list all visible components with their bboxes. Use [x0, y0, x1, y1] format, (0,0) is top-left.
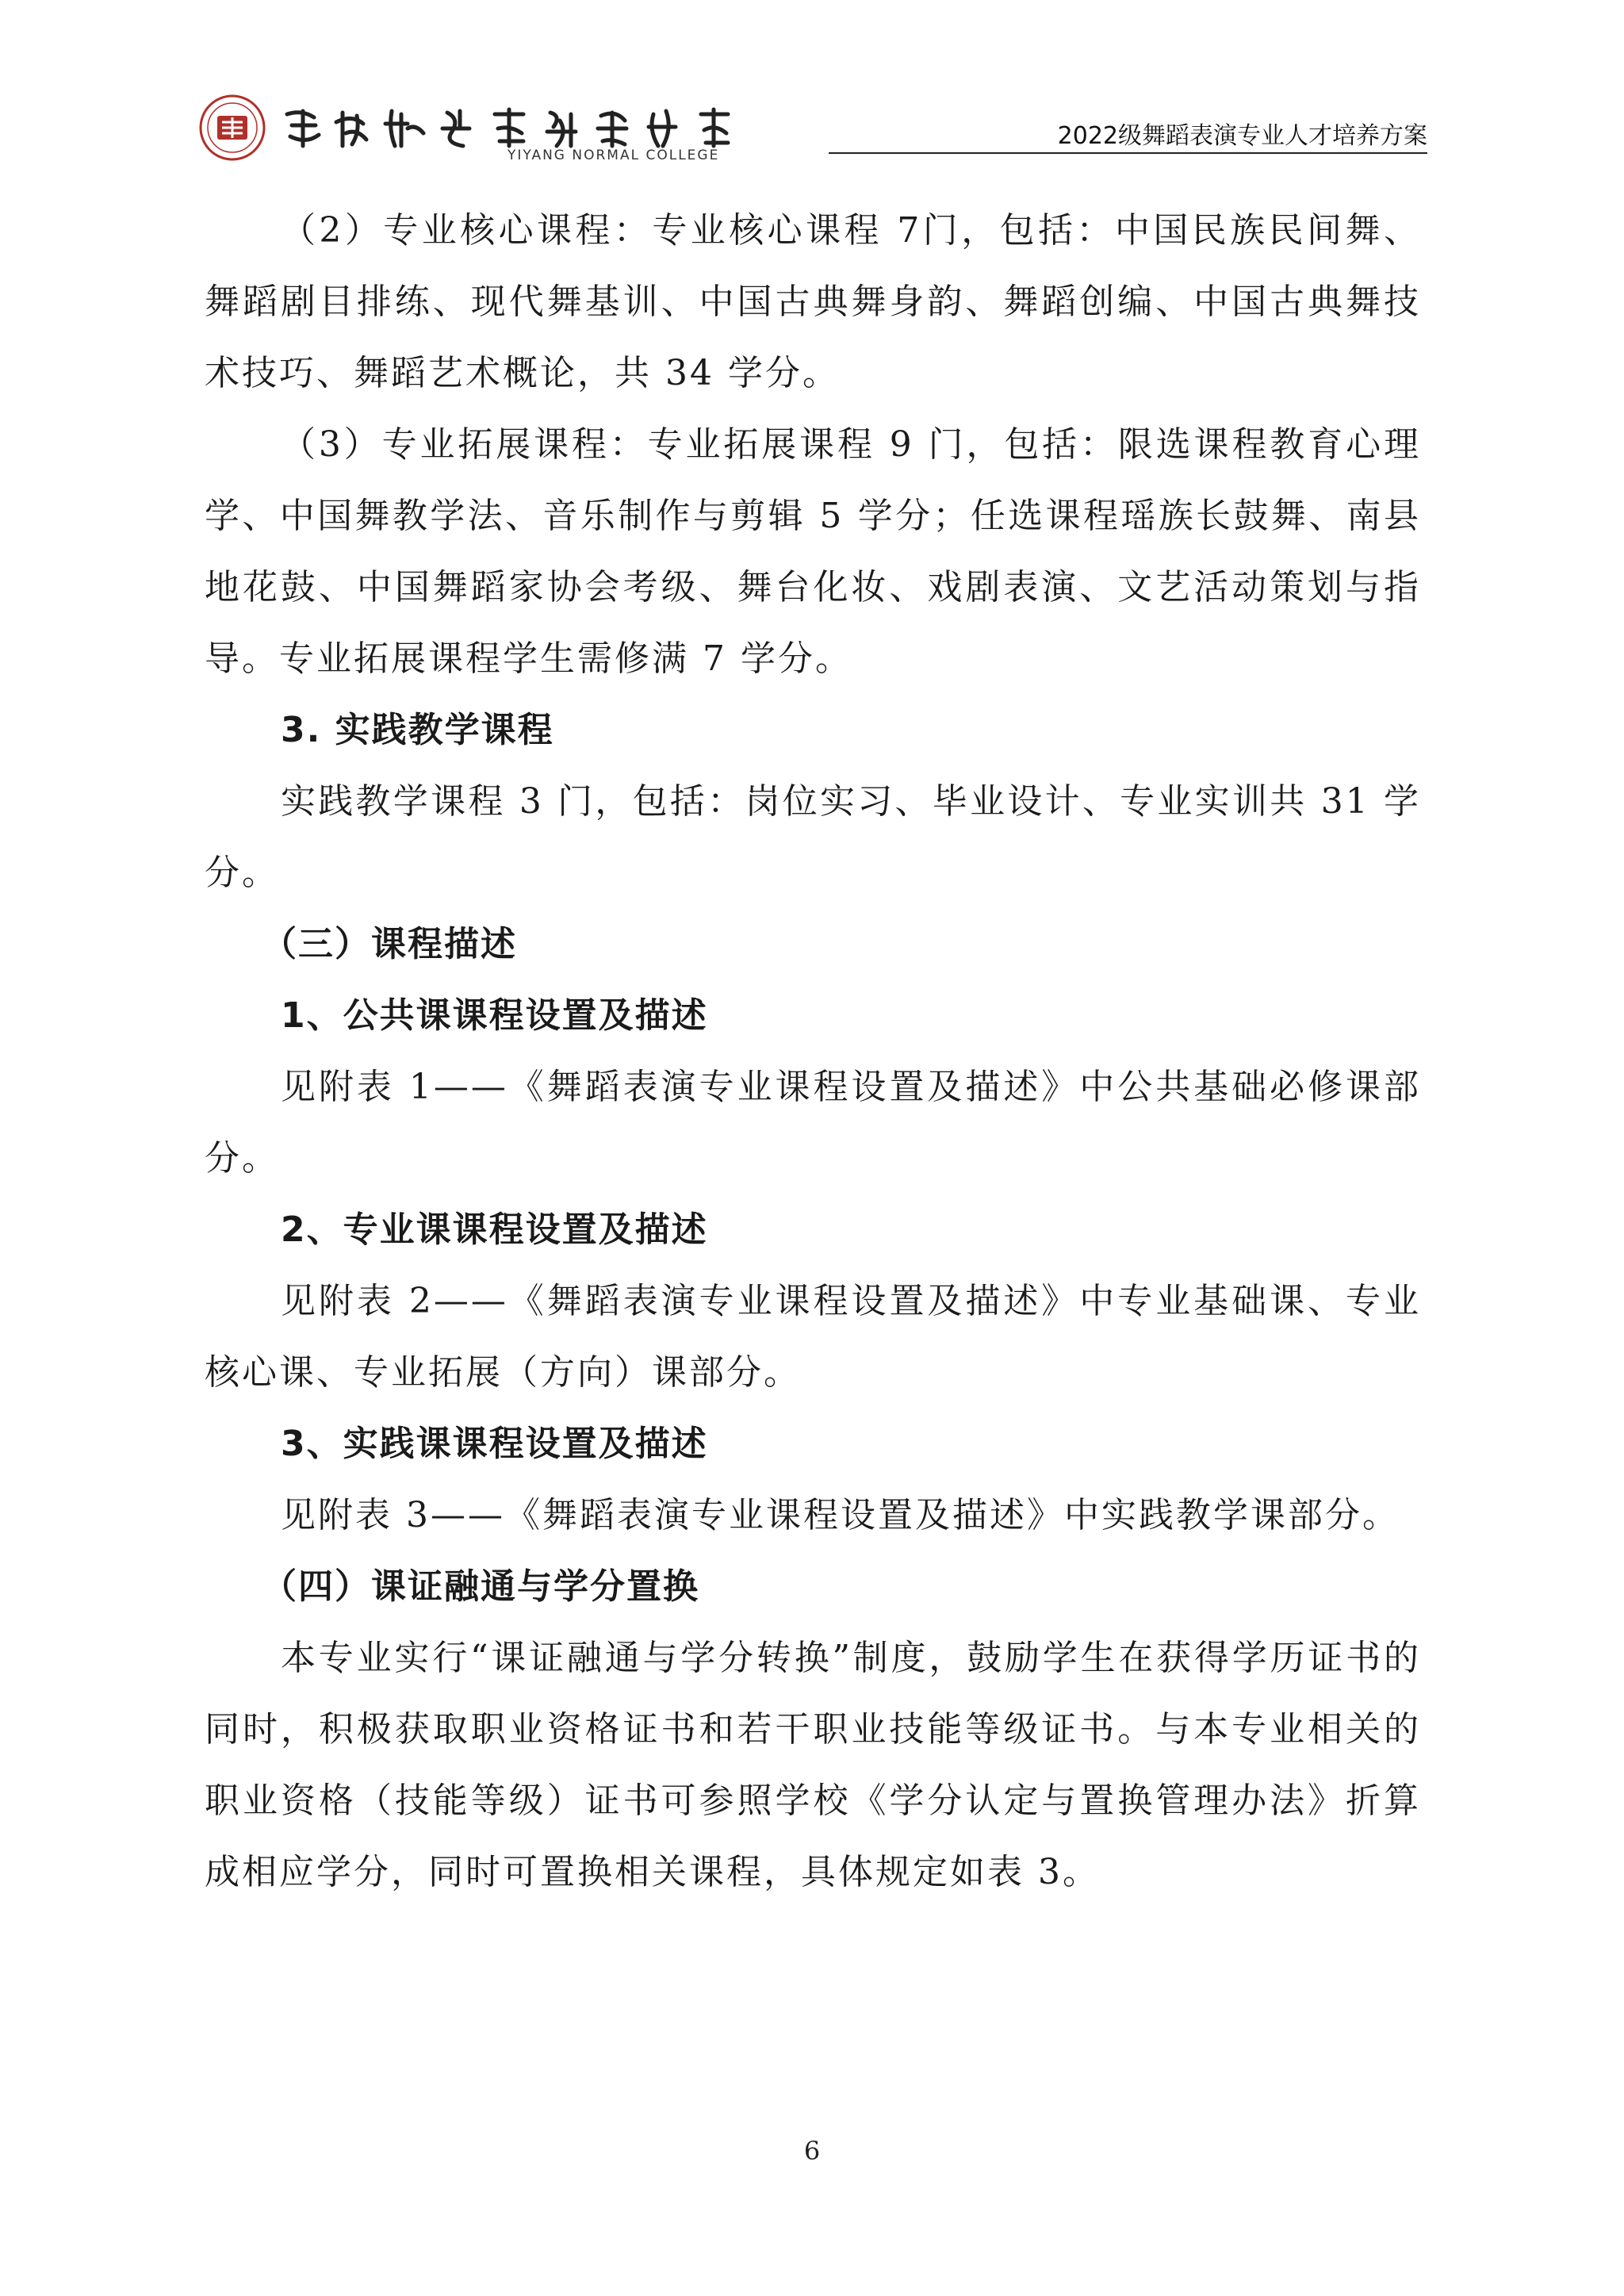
header-divider — [829, 152, 1427, 154]
heading-course-description: （三）课程描述 — [262, 924, 517, 964]
paragraph-credit-exchange: 本专业实行“课证融通与学分转换”制度，鼓励学生在获得学历证书的同时，积极获取职业资格证书和若干职业技能等级证书。与本专业相关的职业资格（技能等级）证书可参照学校《学分认定与置换管理办法》折算成相应学分，同时可置换相关课程，具体规定如表 3。 — [205, 1638, 1421, 1892]
heading-practical-course-settings: 3、实践课课程设置及描述 — [281, 1424, 708, 1464]
paragraph-core-courses: （2）专业核心课程：专业核心课程 7门，包括：中国民族民间舞、舞蹈剧目排练、现代舞基训、中国古典舞身韵、舞蹈创编、中国古典舞技术技巧、舞蹈艺术概论，共 34 学分。 — [205, 210, 1421, 393]
college-calligraphy-logo — [281, 105, 820, 152]
page-number: 6 — [803, 2136, 821, 2166]
heading-practice-courses: 3. 实践教学课程 — [281, 710, 554, 750]
page-header — [198, 94, 1427, 165]
paragraph-public-courses: 见附表 1——《舞蹈表演专业课程设置及描述》中公共基础必修课部分。 — [205, 1067, 1421, 1179]
document-title: 2022级舞蹈表演专业人才培养方案 — [1057, 122, 1427, 150]
document-body — [205, 195, 1421, 1908]
college-seal-icon — [198, 94, 266, 162]
heading-professional-courses: 2、专业课课程设置及描述 — [281, 1209, 708, 1250]
paragraph-practice-courses: 实践教学课程 3 门，包括：岗位实习、毕业设计、专业实训共 31 学分。 — [205, 781, 1421, 893]
paragraph-extension-courses: （3）专业拓展课程：专业拓展课程 9 门，包括：限选课程教育心理学、中国舞教学法、音乐制作与剪辑 5 学分；任选课程瑶族长鼓舞、南县地花鼓、中国舞蹈家协会考级、舞台化妆、戏剧表演、文艺活动策划与指导。专业拓展课程学生需修满 7 学分。 — [205, 424, 1421, 679]
heading-public-courses: 1、公共课课程设置及描述 — [281, 995, 708, 1036]
institution-english-name: YIYANG NORMAL COLLEGE — [508, 148, 720, 163]
heading-credit-exchange: （四）课证融通与学分置换 — [262, 1566, 699, 1607]
paragraph-professional-courses: 见附表 2——《舞蹈表演专业课程设置及描述》中专业基础课、专业核心课、专业拓展（方向）课部分。 — [205, 1281, 1421, 1393]
paragraph-practical-course-settings: 见附表 3——《舞蹈表演专业课程设置及描述》中实践教学课部分。 — [281, 1495, 1400, 1535]
